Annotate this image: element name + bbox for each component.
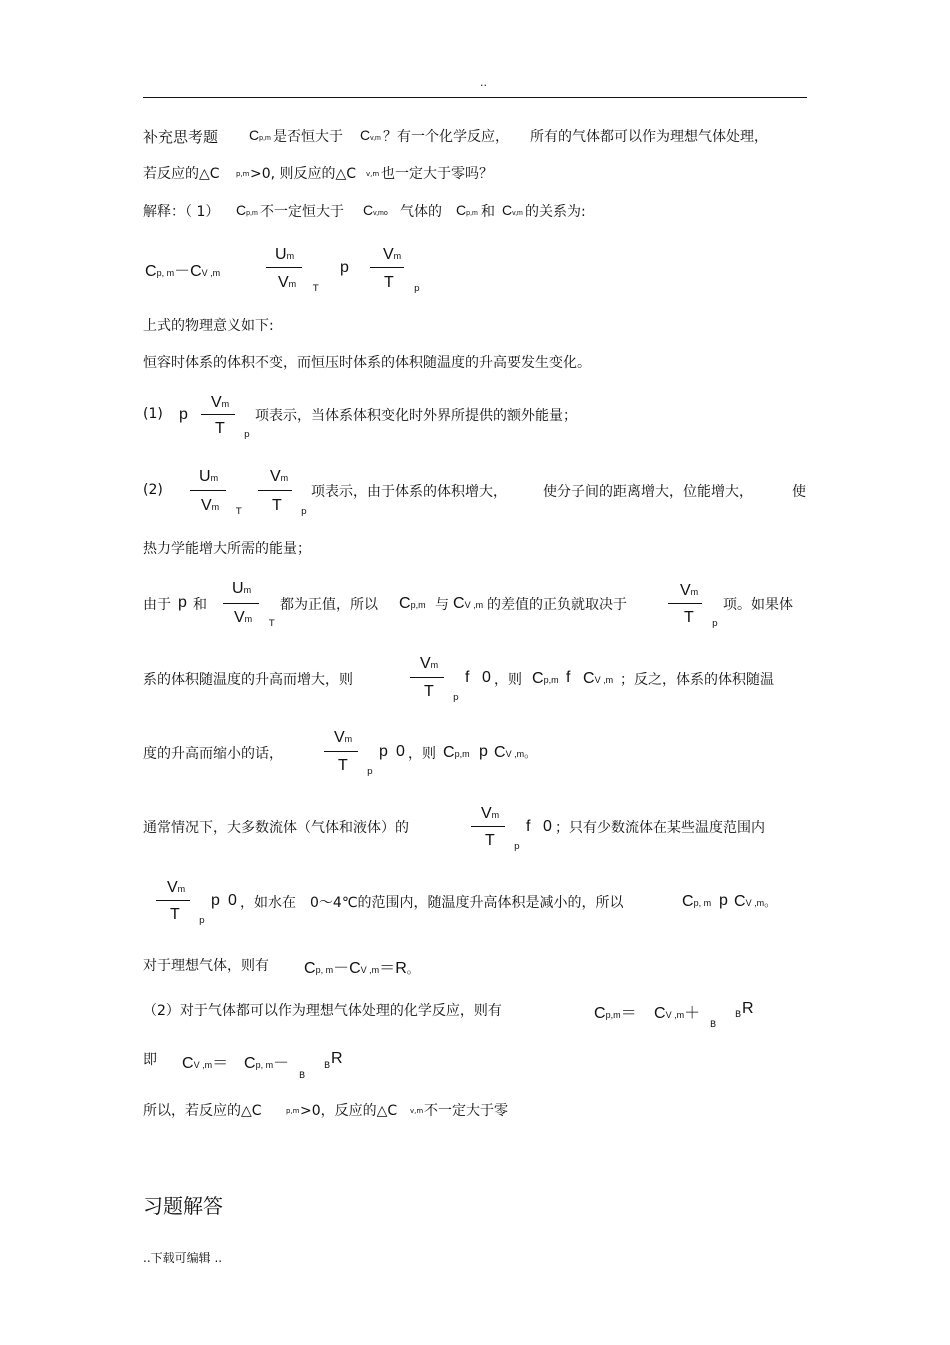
d-text-2: 都为正值，所以 bbox=[280, 597, 378, 613]
c-letter: C bbox=[453, 595, 465, 612]
c-letter: C bbox=[244, 1055, 256, 1072]
q-line2-a: 若反应的△C bbox=[143, 166, 220, 182]
sub-m: m bbox=[244, 614, 253, 624]
c-letter: C bbox=[456, 202, 467, 218]
c-letter: C bbox=[249, 127, 260, 143]
m-text-2: >0，反应的△C bbox=[300, 1103, 398, 1119]
c-letter: C bbox=[360, 127, 371, 143]
i-sub-p: p bbox=[199, 916, 205, 926]
c-letter: C bbox=[594, 1005, 606, 1022]
sub-pm: p,m bbox=[246, 210, 258, 217]
item-1-sub-p: p bbox=[244, 430, 250, 440]
i-p2: p bbox=[719, 892, 728, 909]
constant-text: 恒容时体系的体积不变，而恒压时体系的体积随温度的升高要发生变化。 bbox=[143, 355, 591, 371]
sub-m: m bbox=[280, 473, 289, 483]
h-zero: 0 bbox=[543, 818, 552, 835]
item-2-sub-T: T bbox=[236, 507, 242, 517]
sub-m: m bbox=[221, 399, 230, 409]
sub-m: m bbox=[177, 884, 186, 894]
g-cvm bbox=[494, 744, 536, 762]
g-zero: 0 bbox=[396, 743, 405, 760]
c-letter: C bbox=[304, 960, 316, 977]
c-letter: C bbox=[145, 263, 157, 280]
e-V-num bbox=[420, 655, 438, 673]
sub-pm: p,m bbox=[466, 210, 478, 217]
sub-vm: V ,m bbox=[464, 600, 484, 610]
sub-vm: V ,m bbox=[193, 1060, 213, 1070]
k-text-1: （2）对于气体都可以作为理想气体处理的化学反应，则有 bbox=[143, 1003, 502, 1019]
sol-t1: 不一定恒大于 bbox=[260, 204, 344, 220]
frac-bar bbox=[370, 267, 404, 268]
question-lead: 补充思考题 bbox=[143, 128, 219, 146]
sub-m: m bbox=[286, 251, 295, 261]
d-U-num bbox=[232, 580, 251, 598]
item-2-text-c: 使 bbox=[792, 484, 806, 500]
sub-m: m bbox=[288, 279, 297, 289]
v-letter: V bbox=[420, 655, 431, 672]
h-sub-p: p bbox=[514, 842, 520, 852]
g-V-den: T bbox=[338, 757, 348, 774]
l-text-1: 即 bbox=[143, 1052, 157, 1068]
k-sub-B: B bbox=[710, 1020, 717, 1030]
frac-bar bbox=[258, 490, 292, 491]
sol-t2: 气体的 bbox=[400, 204, 442, 220]
d-V-den: T bbox=[684, 609, 694, 626]
sym-cvm-2 bbox=[502, 202, 523, 218]
c-letter: C bbox=[494, 744, 506, 761]
i-V-den: T bbox=[170, 906, 180, 923]
period: 。 bbox=[524, 746, 537, 760]
item-2-U-num bbox=[199, 468, 218, 486]
frac-V-num bbox=[383, 246, 401, 264]
sub-m: m bbox=[344, 734, 353, 744]
period: 。 bbox=[764, 895, 777, 909]
q-line2-c: 也一定大于零吗？ bbox=[381, 166, 493, 182]
sub-pm: p,m bbox=[454, 749, 470, 759]
frac-bar bbox=[190, 490, 226, 491]
item-2-U-den bbox=[201, 497, 219, 515]
v-letter: V bbox=[211, 394, 222, 411]
q-text-1: 是否恒大于 bbox=[273, 129, 343, 145]
c-letter: C bbox=[349, 960, 361, 977]
v-letter: V bbox=[680, 582, 691, 599]
i-zero: 0 bbox=[228, 892, 237, 909]
v-letter: V bbox=[278, 274, 289, 291]
i-p: p bbox=[211, 892, 220, 909]
sub-vm: v,m bbox=[370, 135, 381, 142]
sub-vm: V ,m bbox=[665, 1010, 685, 1020]
item-1-p: p bbox=[179, 406, 188, 423]
c-letter: C bbox=[583, 670, 595, 687]
u-letter: U bbox=[232, 580, 244, 597]
e-cvm bbox=[583, 670, 613, 688]
c-letter: C bbox=[443, 744, 455, 761]
item-2-number: (2) bbox=[143, 482, 163, 498]
i-text-2: 0～4℃的范围内，随温度升高体积是减小的，所以 bbox=[310, 895, 624, 911]
minus: － bbox=[333, 960, 350, 977]
g-text-1: 度的升高而缩小的话， bbox=[143, 746, 283, 762]
equals: ＝ bbox=[379, 960, 396, 977]
q-text-2: ？有一个化学反应， bbox=[383, 129, 509, 145]
sym-cpm-3 bbox=[456, 202, 478, 218]
footer-text: ..下载可编辑 .. bbox=[143, 1251, 223, 1265]
period: 。 bbox=[406, 962, 419, 976]
u-letter: U bbox=[275, 246, 287, 263]
d-text-3: 与 bbox=[435, 597, 449, 613]
q-line2-sub1: p,m bbox=[236, 170, 250, 178]
sub-pm: p, m bbox=[156, 268, 175, 278]
sub-pm: p, m bbox=[255, 1060, 274, 1070]
v-letter: V bbox=[270, 468, 281, 485]
k-eq bbox=[594, 1000, 637, 1023]
l-sub-B: B bbox=[299, 1071, 306, 1081]
c-letter: C bbox=[182, 1055, 194, 1072]
d-text-1: 由于 bbox=[143, 597, 171, 613]
sub-m: m bbox=[211, 502, 220, 512]
e-text-1: 系的体积随温度的升高而增大，则 bbox=[143, 672, 353, 688]
equals: ＝ bbox=[620, 1005, 637, 1022]
sub-vm: V ,m bbox=[360, 965, 380, 975]
sub-pm: p, m bbox=[693, 898, 712, 908]
d-text-1b: 和 bbox=[193, 597, 207, 613]
e-f: f bbox=[465, 669, 470, 686]
l-eq-2 bbox=[244, 1050, 289, 1073]
item-2-text-d: 热力学能增大所需的能量； bbox=[143, 541, 311, 557]
frac-U-den bbox=[278, 274, 296, 292]
j-eq bbox=[304, 955, 419, 978]
frac-sub-T: T bbox=[313, 284, 319, 294]
frac-bar bbox=[410, 677, 444, 678]
c-letter: C bbox=[682, 893, 694, 910]
e-sub-p: p bbox=[453, 693, 459, 703]
k-eq-2 bbox=[654, 1000, 700, 1023]
sub-pm: p,m bbox=[259, 135, 271, 142]
v-letter: V bbox=[383, 246, 394, 263]
frac-bar bbox=[156, 900, 190, 901]
header-dots: .. bbox=[480, 76, 487, 89]
item-1-number: (1) bbox=[143, 406, 163, 422]
c-letter: C bbox=[734, 893, 746, 910]
i-text-1: ，如水在 bbox=[240, 895, 296, 911]
minus: － bbox=[174, 263, 191, 280]
question-line-1 bbox=[143, 126, 218, 147]
sub-vm: V ,m bbox=[594, 675, 614, 685]
i-cpm bbox=[682, 893, 711, 911]
item-2-text-b: 使分子间的距离增大，位能增大， bbox=[543, 484, 753, 500]
d-U-den bbox=[234, 609, 252, 627]
u-letter: U bbox=[199, 468, 211, 485]
sub-m: m bbox=[393, 251, 402, 261]
sub-m: m bbox=[430, 660, 439, 670]
i-cvm bbox=[734, 893, 776, 911]
frac-sub-p: p bbox=[414, 284, 420, 294]
h-V-den: T bbox=[485, 832, 495, 849]
m-text-3: 不一定大于零 bbox=[424, 1103, 508, 1119]
frac-bar bbox=[223, 603, 259, 604]
k-R: R bbox=[742, 1000, 754, 1017]
h-text-1: 通常情况下，大多数流体（气体和液体）的 bbox=[143, 820, 409, 836]
frac-bar bbox=[471, 826, 505, 827]
item-1-frac-den: T bbox=[215, 420, 225, 437]
sub-pm: p, m bbox=[315, 965, 334, 975]
q-line2-sub2: v,m bbox=[366, 170, 380, 178]
header-rule bbox=[143, 97, 807, 98]
sub-pm: p,m bbox=[410, 600, 426, 610]
solution-intro: 解释：（ 1） bbox=[143, 204, 220, 220]
q-text-3: 所有的气体都可以作为理想气体处理， bbox=[530, 129, 768, 145]
h-text-2: ；只有少数流体在某些温度范围内 bbox=[555, 820, 765, 836]
frac-V-den: T bbox=[384, 274, 394, 291]
sym-cpm-2 bbox=[236, 202, 258, 218]
equals: ＝ bbox=[212, 1055, 229, 1072]
sub-vm: V ,m bbox=[745, 898, 765, 908]
v-letter: V bbox=[234, 609, 245, 626]
meaning-text: 上式的物理意义如下: bbox=[143, 318, 274, 334]
e-V-den: T bbox=[424, 683, 434, 700]
v-letter: V bbox=[334, 729, 345, 746]
eq-main-p: p bbox=[340, 259, 349, 276]
sub-m: m bbox=[243, 585, 252, 595]
c-letter: C bbox=[190, 263, 202, 280]
sub-pm: p,m bbox=[543, 675, 559, 685]
sol-t3: 和 bbox=[481, 204, 495, 220]
plus: ＋ bbox=[684, 1005, 701, 1022]
sub-m: m bbox=[210, 473, 219, 483]
frac-U-num bbox=[275, 246, 294, 264]
sub-vmo: v,mo bbox=[373, 210, 388, 217]
h-f: f bbox=[526, 818, 531, 835]
sub-m: m bbox=[690, 587, 699, 597]
item-2-text-a: 项表示，由于体系的体积增大， bbox=[311, 484, 507, 500]
d-V-num bbox=[680, 582, 698, 600]
eq-main-lhs bbox=[145, 258, 220, 281]
c-letter: C bbox=[654, 1005, 666, 1022]
e-f2: f bbox=[566, 669, 571, 686]
l-sub-B2: B bbox=[324, 1061, 331, 1071]
d-cvm bbox=[453, 595, 483, 613]
minus: － bbox=[273, 1055, 290, 1072]
d-sub-T: T bbox=[269, 619, 275, 629]
frac-bar bbox=[324, 751, 358, 752]
item-2-sub-p: p bbox=[301, 507, 307, 517]
d-text-5: 项。如果体 bbox=[723, 597, 793, 613]
e-text-2: ，则 bbox=[494, 672, 522, 688]
c-letter: C bbox=[399, 595, 411, 612]
m-text-1: 所以，若反应的△C bbox=[143, 1103, 262, 1119]
i-V-num bbox=[167, 879, 185, 897]
r-letter: R bbox=[395, 960, 407, 977]
m-sub-1: p,m bbox=[286, 1107, 300, 1115]
item-2-V-den: T bbox=[272, 497, 282, 514]
k-sub-B2: B bbox=[735, 1010, 742, 1020]
l-R: R bbox=[331, 1050, 343, 1067]
h-V-num bbox=[481, 805, 499, 823]
sol-t4: 的关系为: bbox=[525, 204, 586, 220]
e-cpm bbox=[532, 670, 559, 688]
d-sub-p: p bbox=[712, 619, 718, 629]
g-cpm bbox=[443, 744, 470, 762]
sub-vm: V ,m bbox=[201, 268, 221, 278]
sub-vm: V ,m bbox=[505, 749, 525, 759]
frac-bar bbox=[668, 603, 702, 604]
e-text-3: ；反之，体系的体积随温 bbox=[620, 672, 774, 688]
m-sub-2: v,m bbox=[410, 1107, 424, 1115]
sym-cvmo bbox=[363, 202, 388, 218]
c-letter: C bbox=[363, 202, 374, 218]
g-V-num bbox=[334, 729, 352, 747]
g-p: p bbox=[379, 743, 388, 760]
item-1-frac-num bbox=[211, 394, 229, 412]
c-letter: C bbox=[236, 202, 247, 218]
sym-cvm-1 bbox=[360, 127, 381, 143]
q-line2-b: >0, 则反应的△C bbox=[250, 166, 357, 182]
d-p: p bbox=[178, 594, 187, 611]
section-title: 习题解答 bbox=[143, 1194, 223, 1218]
sub-m: m bbox=[491, 810, 500, 820]
sub-pm: p,m bbox=[605, 1010, 621, 1020]
l-eq bbox=[182, 1050, 228, 1073]
g-sub-p: p bbox=[367, 767, 373, 777]
item-1-text: 项表示，当体系体积变化时外界所提供的额外能量； bbox=[255, 408, 577, 424]
frac-bar bbox=[266, 267, 302, 268]
g-text-2: ，则 bbox=[408, 746, 436, 762]
v-letter: V bbox=[167, 879, 178, 896]
g-p2: p bbox=[479, 743, 488, 760]
d-text-4: 的差值的正负就取决于 bbox=[487, 597, 627, 613]
v-letter: V bbox=[201, 497, 212, 514]
c-letter: C bbox=[502, 202, 513, 218]
c-letter: C bbox=[532, 670, 544, 687]
v-letter: V bbox=[481, 805, 492, 822]
sub-vm: v,m bbox=[512, 210, 523, 217]
d-cpm bbox=[399, 595, 426, 613]
j-text-1: 对于理想气体，则有 bbox=[143, 958, 269, 974]
frac-bar bbox=[201, 414, 235, 415]
e-zero: 0 bbox=[482, 669, 491, 686]
item-2-V-num bbox=[270, 468, 288, 486]
sym-cpm-1 bbox=[249, 127, 271, 143]
